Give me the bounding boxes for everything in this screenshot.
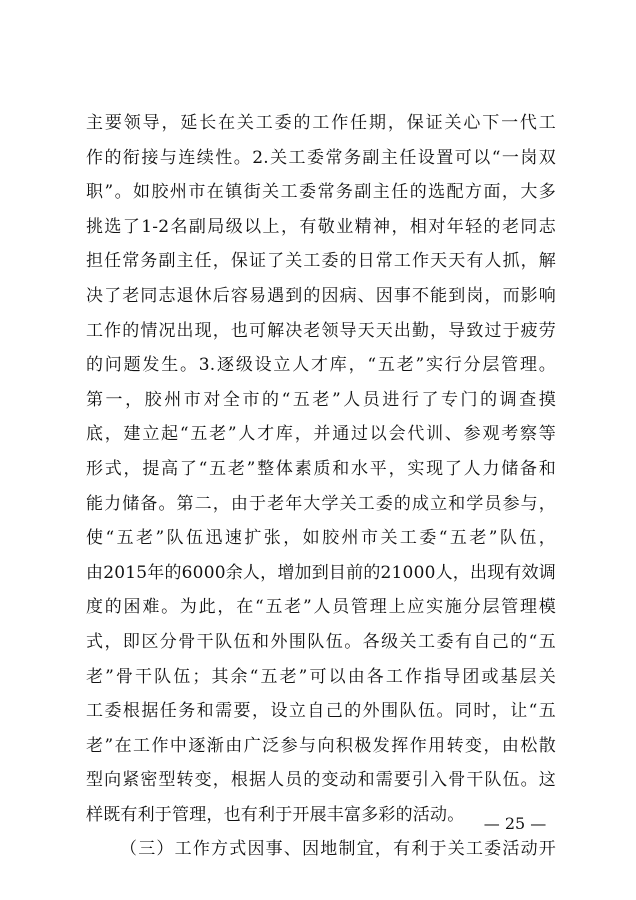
text-line: 工作的情况出现，也可解决老领导天天出勤，导致过于疲劳: [86, 320, 556, 341]
text-line: 挑选了1-2名副局级以上，有敬业精神，相对年轻的老同志: [86, 216, 556, 237]
page-number: — 25 —: [483, 814, 547, 833]
text-line: 型向紧密型转变，根据人员的变动和需要引入骨干队伍。这: [86, 770, 556, 791]
text-line: 职”。如胶州市在镇街关工委常务副主任的选配方面，大多: [86, 182, 556, 203]
text-line: 老”骨干队伍；其余“五老”可以由各工作指导团或基层关: [86, 666, 556, 687]
text-line: 工委根据任务和需要，设立自己的外围队伍。同时，让“五: [86, 701, 556, 722]
text-line: 老”在工作中逐渐由广泛参与向积极发挥作用转变，由松散: [86, 735, 556, 756]
text-line: 主要领导，延长在关工委的工作任期，保证关心下一代工: [86, 113, 556, 133]
body-text: [86, 106, 556, 867]
section-heading-line: （三）工作方式因事、因地制宜，有利于关工委活动开: [120, 839, 556, 860]
text-line: 决了老同志退休后容易遇到的因病、因事不能到岗，而影响: [86, 285, 556, 306]
text-line: 度的困难。为此，在“五老”人员管理上应实施分层管理模: [86, 597, 556, 618]
text-line: 底，建立起“五老”人才库，并通过以会代训、参观考察等: [86, 424, 556, 445]
text-line: 式，即区分骨干队伍和外围队伍。各级关工委有自己的“五: [86, 631, 556, 652]
text-line: 能力储备。第二，由于老年大学关工委的成立和学员参与，: [86, 493, 556, 514]
text-line: 形式，提高了“五老”整体素质和水平，实现了人力储备和: [86, 458, 556, 479]
text-line: 的问题发生。3.逐级设立人才库，“五老”实行分层管理。: [86, 355, 556, 376]
text-line: 由2015年的6000余人，增加到目前的21000人，出现有效调: [86, 562, 557, 583]
text-line: 作的衔接与连续性。2.关工委常务副主任设置可以“一岗双: [86, 147, 556, 168]
text-line: 第一，胶州市对全市的“五老”人员进行了专门的调查摸: [86, 389, 556, 410]
text-line: 样既有利于管理，也有利于开展丰富多彩的活动。: [86, 804, 465, 825]
text-line: 担任常务副主任，保证了关工委的日常工作天天有人抓，解: [86, 251, 556, 272]
text-line: 使“五老”队伍迅速扩张，如胶州市关工委“五老”队伍，: [86, 528, 556, 549]
